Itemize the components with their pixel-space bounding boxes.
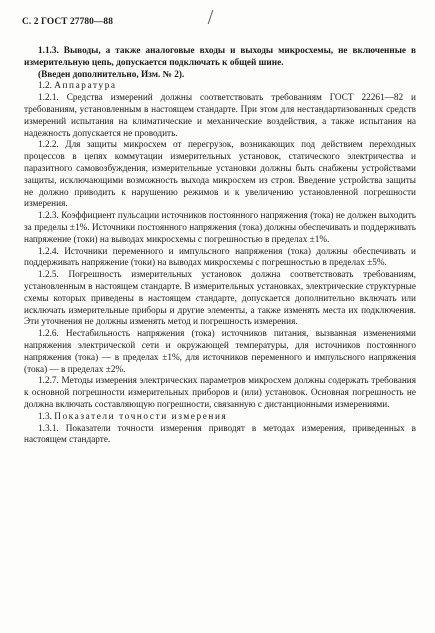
clause-1-2-1: 1.2.1. Средства измерений должны соответствовать требованиям ГОСТ 22261—82 и требованиям, установленным в настоящем стандарте. При этом для нестандартизованных средств измерений испытания на климатические и механические воздействия, а также испытания на надежность допускается не проводить. <box>24 93 416 139</box>
page-header <box>22 17 113 27</box>
section-title: Показатели точности измерения <box>54 411 228 422</box>
section-heading-1-2 <box>24 81 416 93</box>
clause-1-2-7: 1.2.7. Методы измерения электрических параметров микросхем должны содержать требования к основной погрешности измерительных приборов и (или) установок. Основная погрешность не должна включать составляющую погрешности, связанную с дистанционными измерениями. <box>24 376 416 410</box>
standard-code: ГОСТ 27780—88 <box>41 17 113 27</box>
section-number: 1.2. <box>38 81 52 92</box>
page-number: С. 2 <box>22 17 39 27</box>
document-body <box>24 46 416 447</box>
clause-1-3-1: 1.3.1. Показатели точности измерения приводят в методах измерения, приведенных в настоящем стандарте. <box>24 423 416 446</box>
section-title: Аппаратура <box>54 81 117 92</box>
clause-1-2-6: 1.2.6. Нестабильность напряжения (тока) источников питания, вызванная изменениями напряжения электрической сети и окружающей температуры, для источников постоянного напряжения (тока) — в пределах ±1%, для источников переменного и импульсного напряжения (тока) — в пределах ±2%. <box>24 329 416 375</box>
clause-1-1-3: 1.1.3. Выводы, а также аналоговые входы и выходы микросхемы, не включенные в измерительную цепь, допускается подключать к общей шине. <box>24 46 416 68</box>
clause-1-2-5: 1.2.5. Погрешность измерительных установок должна соответствовать требованиям, установленным в настоящем стандарте. В измерительных установках, электрические структурные схемы которых приведены в настоящем стандарте, допускается дополнительно включать или исключать измерительные приборы и другие элементы, а также изменять места их подключения. Эти уточнения не должны изменять метод и погрешность измерения. <box>24 270 416 328</box>
clause-1-2-2: 1.2.2. Для защиты микросхем от перегрузок, возникающих под действием переходных процессов в цепях коммутации измерительных установок, статического электричества и паразитного самовозбуждения, измерительные установки должны быть снабжены устройствами защиты, исключающими возможность выхода микросхем из строя. Введение устройства защиты не должно приводить к нарушению режимов и к увеличению установленной погрешности измерения. <box>24 140 416 210</box>
amendment-note: (Введен дополнительно, Изм. № 2). <box>38 69 185 80</box>
clause-1-2-3: 1.2.3. Коэффициент пульсации источников постоянного напряжения (тока) не должен выходить за пределы ±1%. Источники постоянного напряжения (тока) должны обеспечивать и поддерживать напряжение (токи) на выводах микросхемы с погрешностью в пределах ±1%. <box>24 211 416 245</box>
section-number: 1.3. <box>38 411 52 422</box>
clause-1-2-4: 1.2.4. Источники переменного и импульсного напряжения (тока) должны обеспечивать и поддерживать напряжение (токи) на выводах микросхемы с погрешностью в пределах ±5%. <box>24 246 416 269</box>
section-heading-1-3 <box>24 412 416 424</box>
pen-mark <box>208 10 218 24</box>
